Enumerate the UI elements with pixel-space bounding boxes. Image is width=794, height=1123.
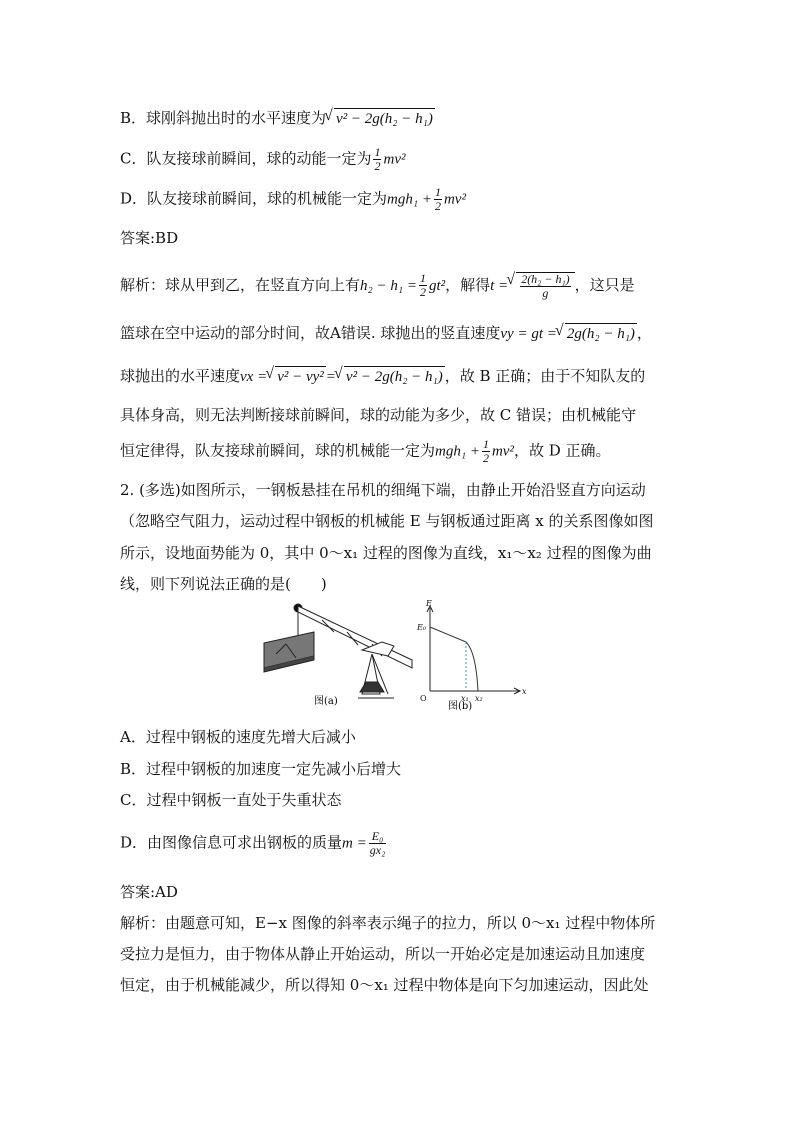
q1-exp-l1-eq2: gt² xyxy=(428,277,446,294)
q1-exp-l2-a: 篮球在空中运动的部分时间，故A错误. 球抛出的竖直速度 xyxy=(120,324,501,342)
q1-exp-l3-eq2: = xyxy=(325,369,336,385)
q1-explanation-line1 xyxy=(120,272,676,300)
energy-graph xyxy=(427,606,520,694)
q2-answer: 答案:AD xyxy=(120,883,178,901)
frac-den: 2 xyxy=(434,199,441,213)
q1-explanation-line2 xyxy=(120,323,676,344)
q1-exp-l5-b: ，故 D 正确。 xyxy=(513,441,611,460)
q2-stem-line3: 所示，设地面势能为 0，其中 0～x₁ 过程的图像为直线，x₁～x₂ 过程的图像为曲 xyxy=(120,544,652,562)
q1-option-c-expr: mv² xyxy=(383,151,406,168)
crane-boom xyxy=(298,606,412,668)
q1-exp-l1-tfrac xyxy=(520,273,570,300)
q2-explanation-line3: 恒定，由于机械能减少，所以得知 0～x₁ 过程中物体是向下匀加速运动，因此处 xyxy=(120,976,649,994)
q1-option-b xyxy=(120,108,676,129)
q1-exp-l2-sqrt: √ 2g(h₂ − h₁) xyxy=(565,323,637,344)
q1-exp-l3-a: 球抛出的水平速度 xyxy=(120,367,241,385)
graph-label-x2: x₂ xyxy=(475,694,483,703)
frac-num: 1 xyxy=(419,271,426,286)
q1-option-c xyxy=(120,146,676,173)
q1-exp-l3-s1: √ v² − vy² xyxy=(275,366,326,387)
q1-option-b-sqrt: √ v² − 2g(h₂ − h₁) xyxy=(334,108,435,129)
q1-exp-l1-t: t = xyxy=(490,277,509,294)
q1-exp-l2-eq: vy = gt = xyxy=(500,326,557,342)
q1-explanation-line5 xyxy=(120,438,676,465)
q2-stem-line2: （忽略空气阻力，运动过程中钢板的机械能 E 与钢板通过距离 x 的关系图像如图 xyxy=(120,512,654,530)
frac-den: 2 xyxy=(482,451,489,465)
q1-exp-l5-eq: mgh₁ + xyxy=(435,443,480,460)
q1-option-c-frac xyxy=(373,146,381,173)
q1-exp-l1-b: ，解得 xyxy=(445,275,491,294)
q2-option-d-text: D．由图像信息可求出钢板的质量 xyxy=(120,833,343,852)
q1-answer: 答案:BD xyxy=(120,229,179,247)
q1-option-b-text: B．球刚斜抛出时的水平速度为 xyxy=(120,109,327,127)
crane-diagram xyxy=(264,604,412,698)
graph-label-x: x xyxy=(522,687,527,696)
q2-option-b: B．过程中钢板的加速度一定先减小后增大 xyxy=(120,760,402,778)
frac-num: 1 xyxy=(434,185,441,199)
frac-den: gx₂ xyxy=(369,843,386,857)
q1-option-d-expr2: mv² xyxy=(443,191,466,208)
q1-exp-l3-s2: √ v² − 2g(h₂ − h₁) xyxy=(344,366,445,387)
q1-exp-l5-eq2: mv² xyxy=(491,443,514,460)
q2-stem-line1: 2. (多选)如图所示，一钢板悬挂在吊机的细绳下端，由静止开始沿竖直方向运动 xyxy=(120,481,646,499)
q1-exp-l1-a: 解析：球从甲到乙，在竖直方向上有 xyxy=(120,275,361,294)
q1-exp-l5-a: 恒定律得，队友接球前瞬间，球的机械能一定为 xyxy=(120,441,436,460)
q1-exp-l5-frac xyxy=(482,438,490,465)
frac-den: g xyxy=(542,286,549,300)
q1-option-d-text: D．队友接球前瞬间，球的机械能一定为 xyxy=(120,189,388,208)
frac-num: 1 xyxy=(374,145,381,159)
frac-num: √ 2(h₂ − h₁) xyxy=(521,272,570,286)
q1-exp-l1-frac xyxy=(419,272,427,299)
q2-option-a: A．过程中钢板的速度先增大后减小 xyxy=(120,728,356,746)
frac-den: 2 xyxy=(374,159,381,173)
q1-option-d-expr1: mgh₁ + xyxy=(387,191,432,208)
q1-exp-l1-eq: h₂ − h₁ = xyxy=(360,277,417,294)
graph-label-x1: x₁ xyxy=(461,694,469,703)
q1-option-c-text: C．队友接球前瞬间，球的动能一定为 xyxy=(120,149,372,168)
graph-label-E0: E₀ xyxy=(417,623,427,632)
q1-explanation-line3 xyxy=(120,366,676,387)
q2-option-d-m: m = xyxy=(342,835,367,852)
graph-label-E: E xyxy=(426,599,432,608)
q1-exp-l1-c: ，这只是 xyxy=(574,275,635,294)
q2-figure xyxy=(262,598,532,714)
q1-explanation-line4: 具体身高，则无法判断接球前瞬间，球的动能为多少，故 C 错误；由机械能守 xyxy=(120,406,637,424)
q1-option-d xyxy=(120,186,676,213)
q1-exp-l3-eq: vx = xyxy=(240,369,268,385)
energy-line-segment xyxy=(430,627,466,642)
q1-exp-l1-sqrt xyxy=(516,272,574,300)
q2-explanation-line2: 受拉力是恒力，由于物体从静止开始运动，所以一开始必定是加速运动且加速度 xyxy=(120,945,646,963)
q2-option-d xyxy=(120,830,676,857)
figure-b-caption: 图(b) xyxy=(448,701,473,712)
frac-den: 2 xyxy=(419,285,426,300)
figure-a-caption: 图(a) xyxy=(314,696,338,707)
q2-explanation-line1: 解析：由题意可知，E−x 图像的斜率表示绳子的拉力，所以 0～x₁ 过程中物体所 xyxy=(120,914,656,932)
q2-stem-line4: 线，则下列说法正确的是( ) xyxy=(120,575,327,593)
q2-option-d-frac xyxy=(369,830,387,857)
q1-option-d-frac xyxy=(434,186,442,213)
frac-num: E₀ xyxy=(369,830,387,844)
energy-curve-segment xyxy=(466,642,478,691)
q1-exp-l2-b: ， xyxy=(636,324,652,342)
graph-label-origin: O xyxy=(420,694,427,703)
q2-option-c: C．过程中钢板一直处于失重状态 xyxy=(120,791,342,809)
frac-num: 1 xyxy=(482,437,489,451)
q1-exp-l3-b: ，故 B 正确；由于不知队友的 xyxy=(444,367,646,385)
